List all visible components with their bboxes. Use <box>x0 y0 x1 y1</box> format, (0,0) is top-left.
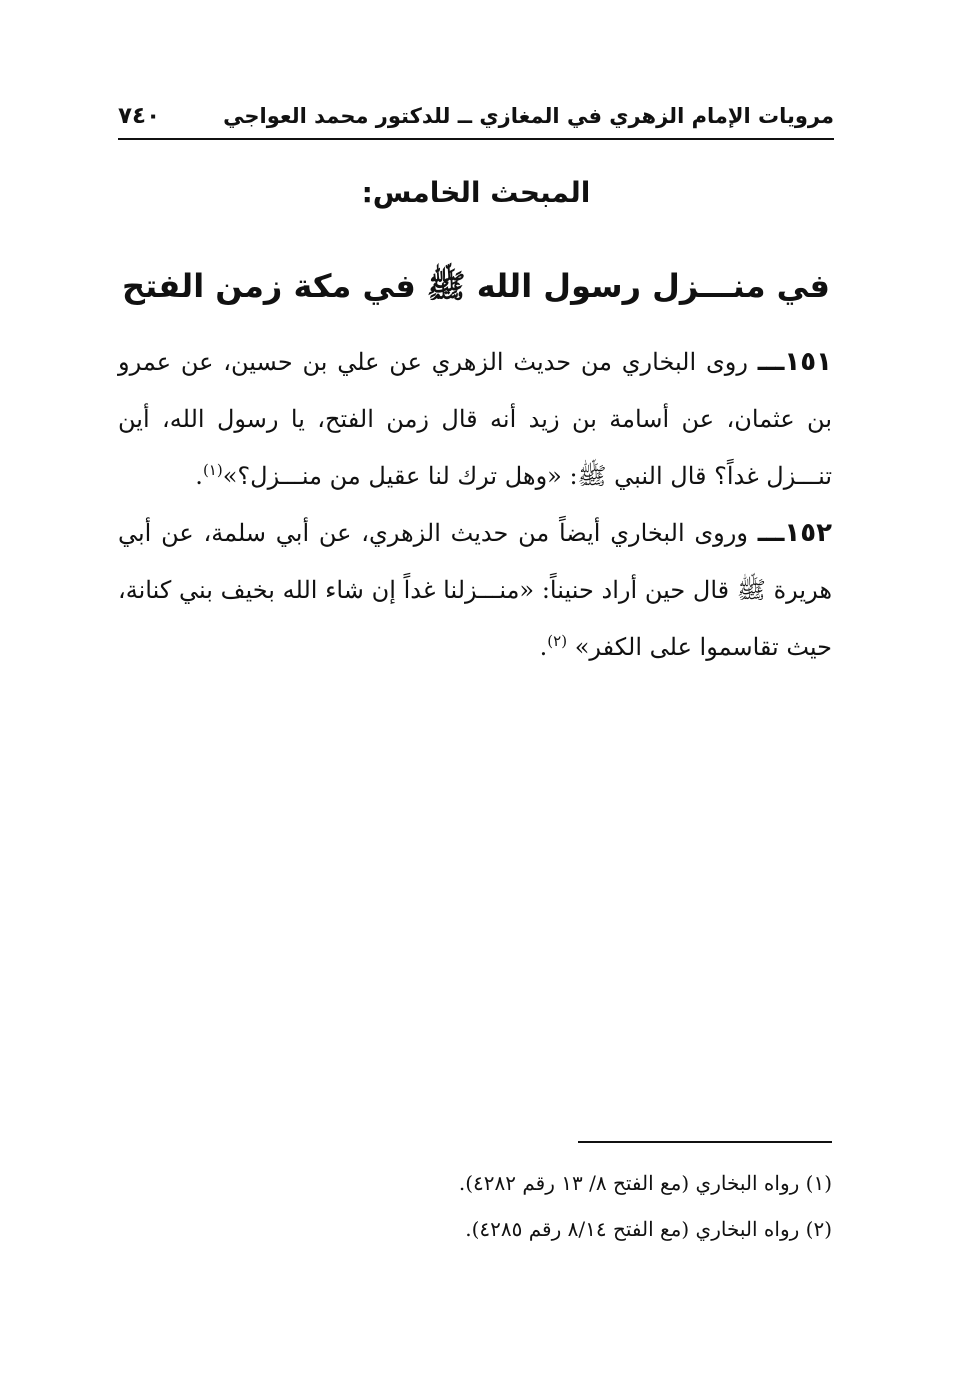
paragraph-text: روى البخاري من حديث الزهري عن علي بن حسين، عن عمرو بن عثمان، عن أسامة بن زيد أنه قال زمن الفتح، يا رسول الله، أين تنـــزل غداً؟ قال النبي ﷺ: «وهل ترك لنا عقيل من منـــزل؟» <box>118 348 832 490</box>
paragraph-152 <box>118 505 832 676</box>
footnote-rule <box>578 1141 832 1143</box>
section-label: المبحث الخامس: <box>361 176 591 209</box>
footnote-ref: (٢) <box>547 632 568 650</box>
paragraph-151 <box>118 334 832 505</box>
footnotes <box>118 1160 832 1252</box>
paragraph-text: وروى البخاري أيضاً من حديث الزهري، عن أبي سلمة، عن أبي هريرة ﷺ قال حين أراد حنيناً: «منـــزلنا غداً إن شاء الله بخيف بني كنانة، حيث تقاسموا على الكفر» <box>118 519 832 661</box>
section-title: في منـــزل رسول الله ﷺ في مكة زمن الفتح <box>122 267 830 305</box>
footnote-ref: (١) <box>202 461 223 479</box>
page-number: ٧٤٠ <box>118 103 161 129</box>
paragraph-number: ١٥١ـــ <box>757 347 832 377</box>
header-rule <box>118 138 834 140</box>
page-header <box>118 98 834 138</box>
running-title: مرويات الإمام الزهري في المغازي ــ للدكتور محمد العواجي <box>223 104 834 128</box>
paragraph-tail: . <box>195 462 203 490</box>
footnote-1: (١) رواه البخاري (مع الفتح ٨/ ١٣ رقم ٤٢٨٢). <box>458 1171 832 1195</box>
body-text <box>118 334 832 676</box>
footnote-2: (٢) رواه البخاري (مع الفتح ٨/١٤ رقم ٤٢٨٥). <box>465 1217 832 1241</box>
paragraph-number: ١٥٢ـــ <box>757 518 832 548</box>
paragraph-tail: . <box>539 633 548 661</box>
